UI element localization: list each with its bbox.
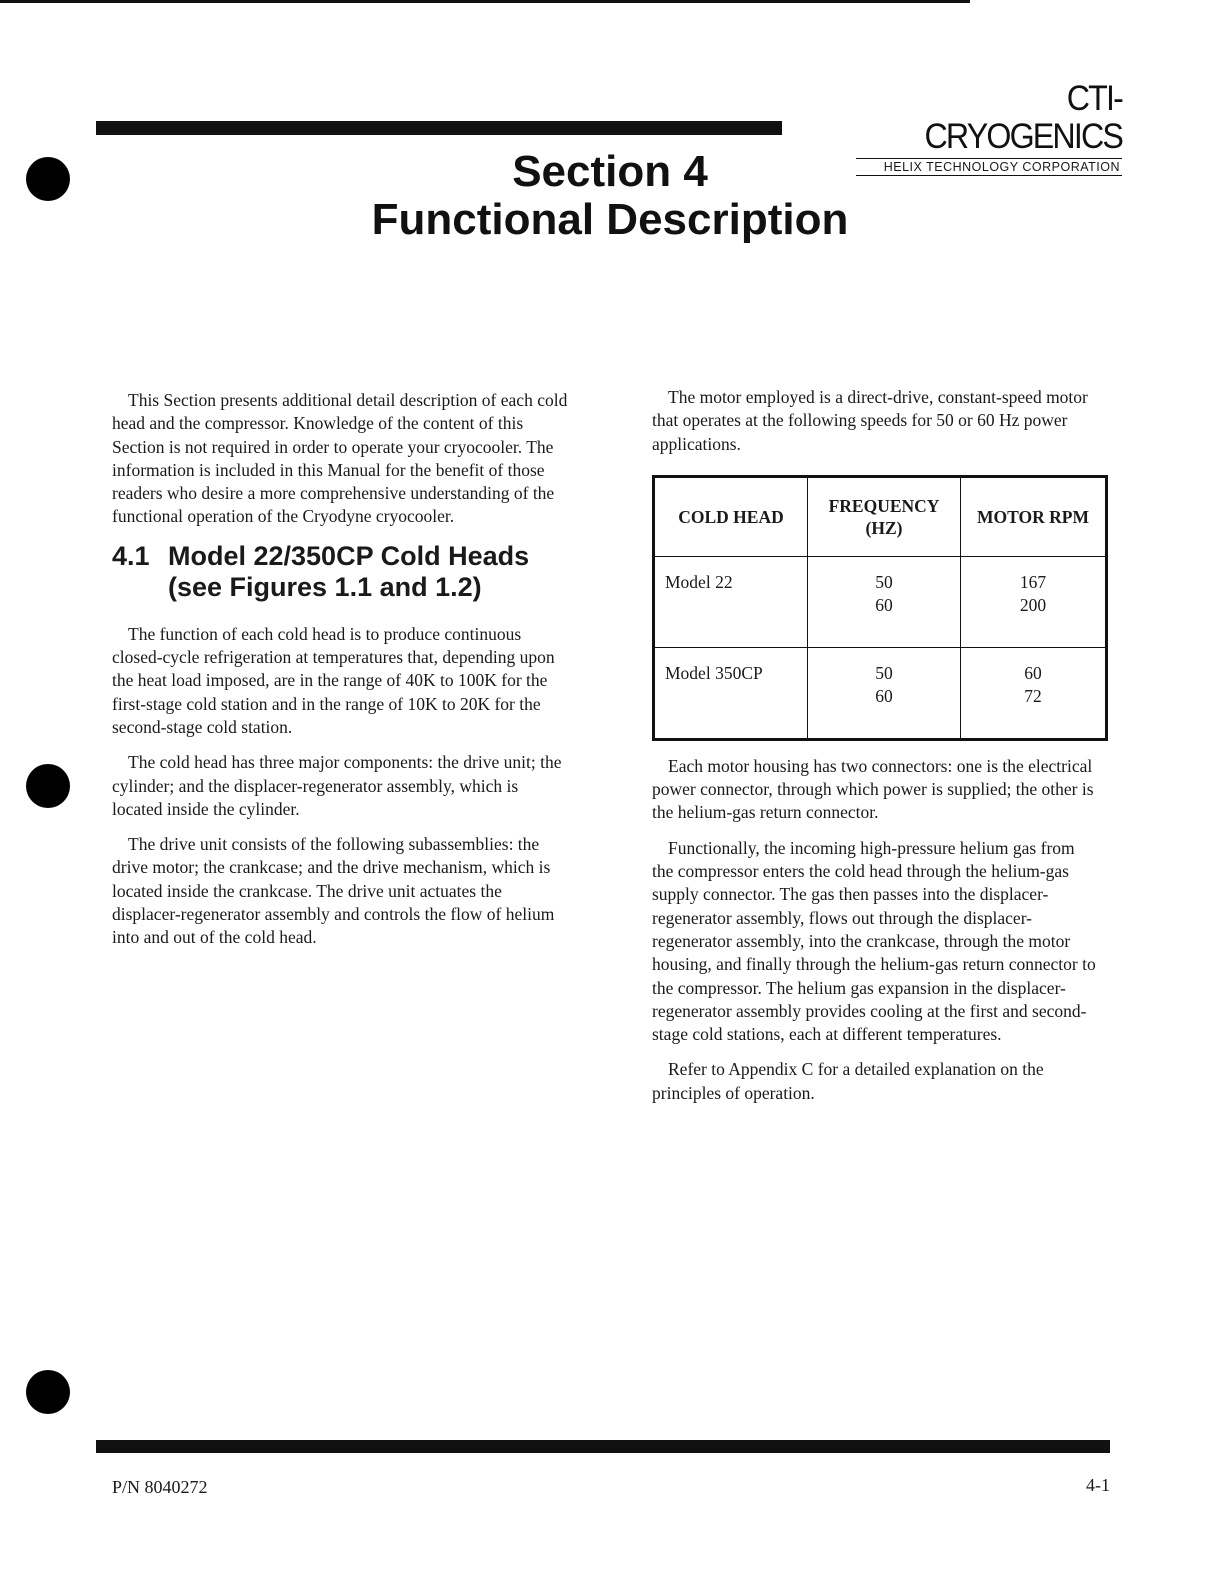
section-title	[300, 148, 920, 244]
motor-speed-table	[652, 475, 1108, 741]
rpm-value: 167	[1019, 571, 1047, 592]
frequency-value: 60	[875, 685, 893, 706]
subsection-number: 4.1	[112, 540, 150, 571]
body-paragraph: Each motor housing has two connectors: one is the electrical power connector, through which power is supplied; the other is the helium-gas return connector.	[652, 755, 1094, 823]
body-paragraph: The motor employed is a direct-drive, constant-speed motor that operates at the following speeds for 50 or 60 Hz power applications.	[652, 387, 1088, 454]
cell-rpm	[961, 647, 1107, 739]
left-column	[112, 389, 568, 962]
body-paragraph: The function of each cold head is to produce continuous closed-cycle refrigeration at temperatures that, depending upon the heat load imposed, are in the range of 40K to 100K for the first-stage cold station and in the range of 10K to 20K for the second-stage cold station.	[112, 623, 555, 737]
column-header-cold-head: COLD HEAD	[654, 476, 808, 556]
table-row	[654, 647, 1107, 739]
binder-hole	[26, 157, 70, 201]
page-top-edge	[0, 0, 970, 3]
body-paragraph: Functionally, the incoming high-pressure helium gas from the compressor enters the cold head through the helium-gas supply connector. The gas then passes into the displacer-regenerator assembly, flows out through the displacer-regenerator assembly, into the crankcase, through the motor housing, and finally through the helium-gas return connector to the compressor. The helium gas expansion in the displacer-regenerator assembly provides cooling at the first and second-stage cold stations, each at different temperatures.	[652, 837, 1096, 1045]
section-number: Section 4	[512, 147, 708, 196]
page-number: 4-1	[1086, 1475, 1110, 1495]
cell-model: Model 22	[654, 556, 808, 647]
footer-rule	[96, 1440, 1110, 1453]
rpm-value: 72	[1024, 685, 1042, 706]
rpm-value: 200	[1019, 594, 1047, 615]
frequency-value: 60	[875, 594, 893, 615]
body-paragraph: Refer to Appendix C for a detailed explanation on the principles of operation.	[652, 1059, 1044, 1103]
table-header-row	[654, 476, 1107, 556]
binder-hole	[26, 1370, 70, 1414]
rpm-value: 60	[1024, 662, 1042, 683]
frequency-value: 50	[875, 662, 893, 683]
company-name: CTI-CRYOGENICS	[924, 79, 1122, 156]
cell-model: Model 350CP	[654, 647, 808, 739]
cell-frequency	[808, 647, 961, 739]
column-header-motor-rpm: MOTOR RPM	[961, 476, 1107, 556]
cell-frequency	[808, 556, 961, 647]
header-rule	[96, 121, 782, 135]
right-column	[652, 386, 1100, 1117]
column-header-frequency: FREQUENCY (HZ)	[808, 476, 961, 556]
frequency-value: 50	[875, 571, 893, 592]
subsection-heading	[112, 541, 568, 603]
body-paragraph: The cold head has three major components: the drive unit; the cylinder; and the displacer-regenerator assembly, which is located inside the cylinder.	[112, 752, 562, 819]
part-number: P/N 8040272	[112, 1477, 208, 1497]
intro-paragraph: This Section presents additional detail description of each cold head and the compressor. Knowledge of the content of this Section is not required in order to operate your cryocooler. The information is included in this Manual for the benefit of those readers who desire a more comprehensive understanding of the functional operation of the Cryodyne cryocooler.	[112, 390, 568, 527]
section-name: Functional Description	[371, 195, 849, 244]
subsection-title: Model 22/350CP Cold Heads (see Figures 1.1 and 1.2)	[168, 540, 530, 602]
company-subtitle: HELIX TECHNOLOGY CORPORATION	[856, 158, 1122, 176]
body-paragraph: The drive unit consists of the following subassemblies: the drive motor; the crankcase; and the drive mechanism, which is located inside the crankcase. The drive unit actuates the displacer-regenerator assembly and controls the flow of helium into and out of the cold head.	[112, 834, 555, 948]
cell-rpm	[961, 556, 1107, 647]
binder-hole	[26, 764, 70, 808]
table-row	[654, 556, 1107, 647]
